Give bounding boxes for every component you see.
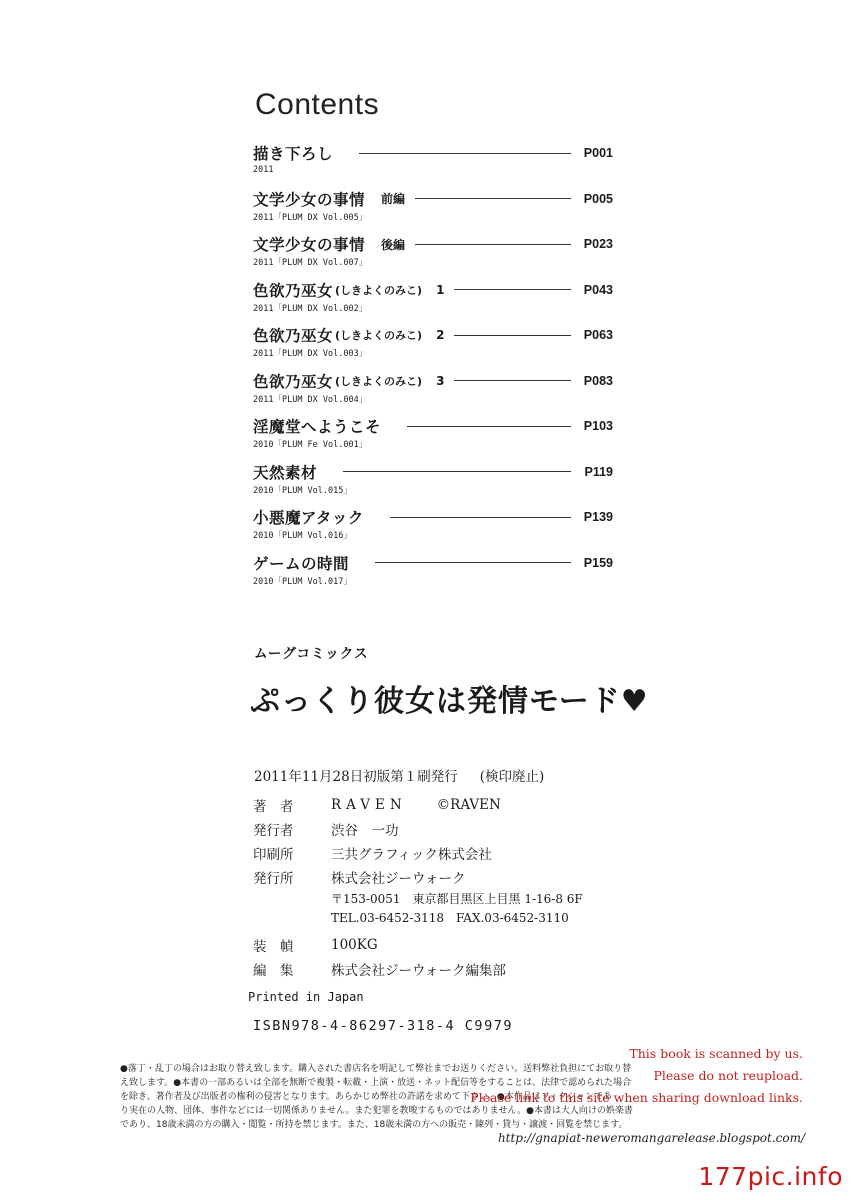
toc-title: 淫魔堂へようこそ (253, 418, 382, 436)
toc-part: 後編 (381, 237, 406, 252)
toc-leader-line (454, 380, 571, 381)
fineprint-line: であり、18歳未満の方の購入・閲覧・所持を禁じます。また、18歳未満の方への販売・陳列・貸与・譲渡・回覧を禁じます。 (120, 1120, 628, 1130)
toc-page: P159 (583, 555, 613, 570)
fineprint-line: え致します。●本書の一部あるいは全部を無断で複製・転載・上演・放送・ネット配信等をすることは、法律で認められた場合 (120, 1078, 632, 1088)
scan-note-line: This book is scanned by us. (629, 1046, 803, 1061)
imprint-label: ムーグコミックス (254, 646, 369, 662)
toc-entry (253, 461, 613, 507)
toc-entry (253, 279, 613, 325)
publisher-person: 渋谷 一功 (331, 823, 399, 839)
toc-source: 2011 (253, 165, 274, 175)
toc-leader-line (454, 289, 571, 290)
colophon-row-publisher (253, 865, 583, 889)
toc-leader-line (407, 426, 571, 427)
toc-title: 描き下ろし (253, 145, 334, 163)
printed-in-japan: Printed in Japan (248, 990, 364, 1004)
toc-leader-line (359, 153, 571, 154)
printer-name: 三共グラフィック株式会社 (331, 847, 492, 863)
edition-date: 2011年11月28日初版第１刷発行 (254, 769, 458, 785)
toc-title: 文学少女の事情 (253, 190, 366, 209)
toc-leader-line (343, 471, 571, 472)
table-of-contents (253, 142, 613, 597)
scan-note-line: Please link to this site when sharing download links. (470, 1090, 803, 1105)
toc-part: 3 (436, 373, 445, 388)
edition-stamp-note: (検印廃止) (479, 769, 545, 785)
toc-title: 色欲乃巫女 (253, 327, 334, 345)
site-watermark: 177pic.info (698, 1162, 843, 1191)
toc-title: 小悪魔アタック (253, 509, 364, 527)
toc-source: 2010「PLUM Fe Vol.001」 (253, 440, 368, 450)
colophon-row-printer (253, 841, 583, 865)
toc-source: 2010「PLUM Vol.017」 (253, 576, 352, 587)
toc-part: 1 (436, 282, 445, 297)
toc-leader-line (375, 562, 571, 563)
copyright-notice: ©RAVEN (436, 797, 501, 813)
author-name: RAVEN (331, 797, 407, 813)
toc-entry (253, 370, 613, 416)
toc-leader-line (415, 244, 571, 245)
fineprint-line: ●落丁・乱丁の場合はお取り替え致します。購入された書店名を明記して弊社までお送りください。送料弊社負担にてお取り替 (120, 1064, 632, 1074)
book-title: ぷっくり彼女は発情モード♥ (250, 684, 649, 719)
contents-heading: Contents (255, 88, 380, 121)
fineprint-line: を除き、著作者及び出版者の権利の侵害となります。あらかじめ弊社の許諾を求めて下さい。●本作品はフィクションであ (120, 1092, 612, 1102)
edition-line (254, 765, 544, 785)
toc-page: P001 (583, 146, 613, 160)
colophon-row-publisher-person (253, 817, 583, 841)
toc-page: P063 (583, 328, 613, 342)
toc-title: 色欲乃巫女 (253, 281, 334, 300)
toc-title: ゲームの時間 (253, 554, 350, 573)
toc-entry (253, 506, 613, 552)
editor-name: 株式会社ジーウォーク編集部 (331, 963, 506, 979)
toc-page: P043 (583, 282, 613, 297)
toc-entry (253, 324, 613, 370)
toc-page: P103 (583, 419, 613, 433)
toc-title: 文学少女の事情 (253, 236, 366, 254)
toc-leader-line (390, 517, 571, 518)
toc-source: 2011「PLUM DX Vol.002」 (253, 303, 368, 314)
toc-part: 前編 (381, 192, 406, 206)
toc-source: 2010「PLUM Vol.015」 (253, 485, 352, 496)
colophon-row-design (253, 933, 583, 957)
isbn-code: ISBN978-4-86297-318-4 C9979 (253, 1018, 513, 1034)
toc-page: P139 (583, 510, 613, 524)
toc-entry (253, 552, 613, 598)
toc-page: P005 (583, 191, 613, 206)
printer-label: 印刷所 (253, 847, 294, 863)
toc-source: 2010「PLUM Vol.016」 (253, 531, 352, 541)
author-label: 著 者 (253, 799, 294, 815)
fineprint-line: り実在の人物、団体、事件などには一切関係ありません。また犯罪を教唆するものではありません。●本書は大人向けの娯楽書 (120, 1106, 633, 1116)
scan-url-link[interactable]: http://gnapiat-neweromangarelease.blogspot.com/ (497, 1131, 805, 1145)
toc-entry (253, 188, 613, 234)
publisher-person-label: 発行者 (253, 823, 294, 839)
toc-reading: (しきよくのみこ) (335, 329, 423, 342)
toc-entry (253, 415, 613, 461)
toc-title: 天然素材 (253, 463, 318, 482)
colophon-row-editor (253, 957, 583, 981)
toc-page: P083 (583, 373, 613, 388)
scan-notice (470, 1043, 803, 1109)
toc-title: 色欲乃巫女 (253, 372, 334, 391)
toc-source: 2011「PLUM DX Vol.003」 (253, 349, 368, 359)
colophon-row-author (253, 793, 583, 817)
toc-reading: (しきよくのみこ) (335, 374, 423, 388)
publisher-label: 発行所 (253, 871, 294, 887)
toc-source: 2011「PLUM DX Vol.005」 (253, 212, 368, 223)
scan-note-line: Please do not reupload. (653, 1068, 803, 1083)
toc-source: 2011「PLUM DX Vol.007」 (253, 258, 368, 268)
toc-leader-line (454, 335, 571, 336)
publisher-address: 〒153-0051 東京都目黒区上目黒 1-16-8 6F (331, 892, 583, 906)
toc-source: 2011「PLUM DX Vol.004」 (253, 394, 368, 405)
publisher-phone: TEL.03-6452-3118 FAX.03-6452-3110 (331, 911, 569, 925)
toc-entry (253, 142, 613, 188)
publisher-name: 株式会社ジーウォーク (331, 871, 466, 887)
toc-page: P119 (584, 464, 613, 479)
toc-part: 2 (436, 328, 445, 342)
design-credit: 100KG (331, 937, 378, 953)
colophon (253, 793, 583, 981)
toc-reading: (しきよくのみこ) (335, 283, 423, 297)
design-label: 装 幀 (253, 939, 294, 955)
toc-page: P023 (583, 237, 613, 251)
editor-label: 編 集 (253, 963, 294, 979)
toc-leader-line (415, 198, 571, 199)
toc-entry (253, 233, 613, 279)
